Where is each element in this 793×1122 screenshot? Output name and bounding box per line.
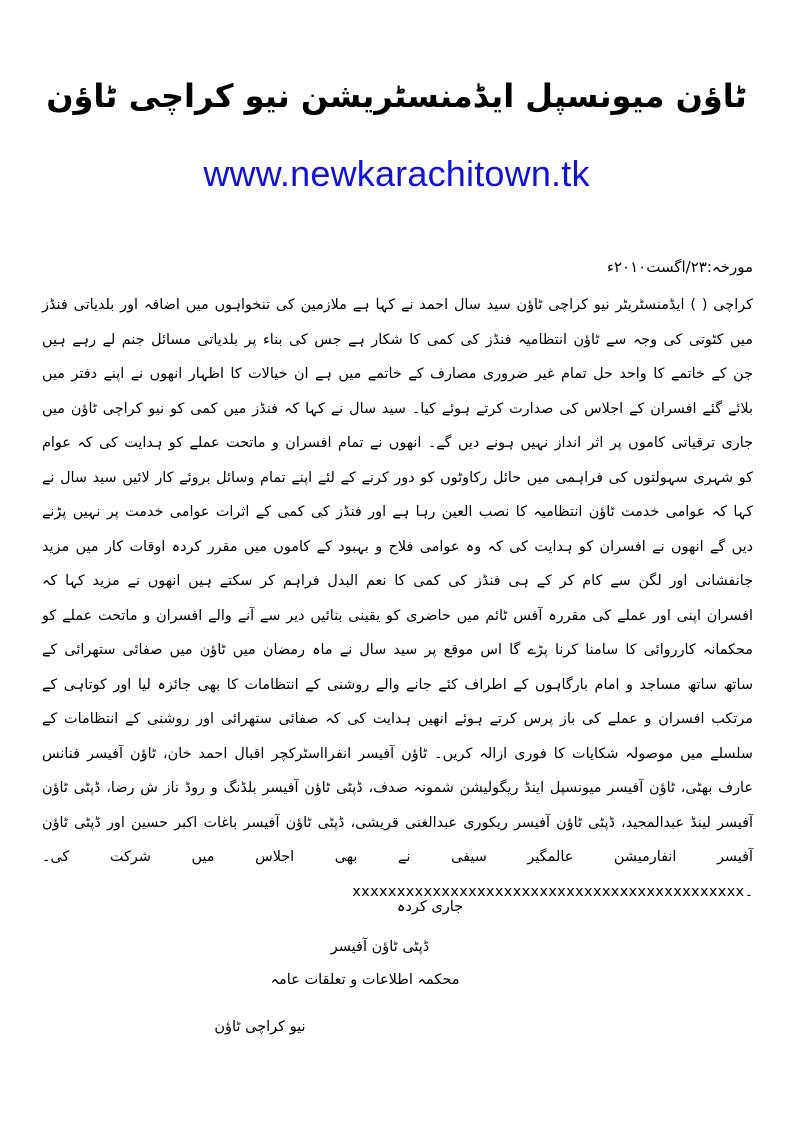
- body-paragraph: کراچی ( ) ایڈمنسٹریٹر نیو کراچی ٹاؤن سید سال احمد نے کہا ہے ملازمین کی تنخواہوں میں اضافہ اور بلدیاتی فنڈز میں کٹوتی کی وجہ سے ٹاؤن انتظامیہ فنڈز کی کمی کا شکار ہے جس کی بناء پر بلدیاتی مسائل جنم لے رہے ہیں جن کے خاتمے کا واحد حل تمام غیر ضروری مصارف کے خاتمے میں ہے ان خیالات کا اظہار انھوں نے اپنے دفتر میں بلائے گئے افسران کے اجلاس کی صدارت کرتے ہوئے کیا۔ سید سال نے کہا کہ فنڈز میں کمی کو نیو کراچی ٹاؤن میں جاری ترقیاتی کاموں پر اثر انداز نہیں ہونے دیں گے۔ انھوں نے تمام افسران و ماتحت عملے کو ہدایت کی کہ عوام کو شہری سہولتوں کی فراہمی میں حائل رکاوٹوں کو دور کرنے کے لئے اپنے تمام وسائل بروئے کار لائیں سید سال نے کہا کہ عوامی خدمت ٹاؤن انتظامیہ کا نصب العین رہا ہے اور فنڈز کی کمی کے اثرات عوامی خدمت پر نہیں پڑنے دیں گے انھوں نے افسران کو ہدایت کی کہ وہ عوامی فلاح و بہبود کے کاموں میں مقرر کردہ اوقات کار میں مزید جانفشانی اور لگن سے کام کر کے ہی فنڈز کی کمی کا نعم البدل فراہم کر سکتے ہیں انھوں نے مزید کہا کہ افسران اپنی اور عملے کی مقررہ آفس ٹائم میں حاضری کو یقینی بنائیں دیر سے آنے والے افسران و ماتحت عملے کو محکمانہ کارروائی کا سامنا کرنا پڑے گا اس موقع پر سید سال نے ماہ رمضان میں ٹاؤن میں صفائی ستھرائی کے ساتھ ساتھ مساجد و امام بارگاہوں کے اطراف کئے جانے والے روشنی کے انتظامات کا بھی جائزہ لیا اور کوتاہی کے مرتکب افسران و عملے کی باز پرس کرتے ہوئے انھیں ہدایت کی کہ صفائی ستھرائی اور روشنی کے انتظامات کے سلسلے میں موصولہ شکایات کا فوری ازالہ کریں۔ ٹاؤن آفیسر انفرااسٹرکچر اقبال احمد خان، ٹاؤن آفیسر فنانس عارف بھٹی، ٹاؤن آفیسر میونسپل اینڈ ریگولیشن شمونہ صدف، ڈپٹی ٹاؤن آفیسر بلڈنگ و روڈ ناز ش رضا، ڈپٹی ٹاؤن آفیسر لینڈ عبدالمجید، ڈپٹی ٹاؤن آفیسر ریکوری عبدالغنی قریشی، ڈپٹی ٹاؤن آفیسر باغات اکبر حسین اور ڈپٹی ٹاؤن آفیسر انفارمیشن عالمگیر سیفی نے بھی اجلاس میں شرکت کی۔: [42, 297, 753, 865]
- closing-mark: xxxxxxxxxxxxxxxxxxxxxxxxxxxxxxxxxxxxxxxxxxxx۔: [352, 883, 753, 900]
- signature-department: محکمہ اطلاعات و تعلقات عامہ: [270, 972, 460, 988]
- signature-office: نیو کراچی ٹاؤن: [214, 1019, 306, 1035]
- website-url: www.newkarachitown.tk: [203, 153, 590, 194]
- signature-issued-by: جاری کردہ: [396, 899, 464, 915]
- release-date: مورخہ:۲۳/اگست۲۰۱۰ء: [606, 258, 753, 276]
- signature-title: ڈپٹی ٹاؤن آفیسر: [330, 939, 430, 955]
- letterhead-title: ٹاؤن میونسپل ایڈمنسٹریشن نیو کراچی ٹاؤن: [46, 77, 747, 115]
- press-release-body: [42, 288, 753, 909]
